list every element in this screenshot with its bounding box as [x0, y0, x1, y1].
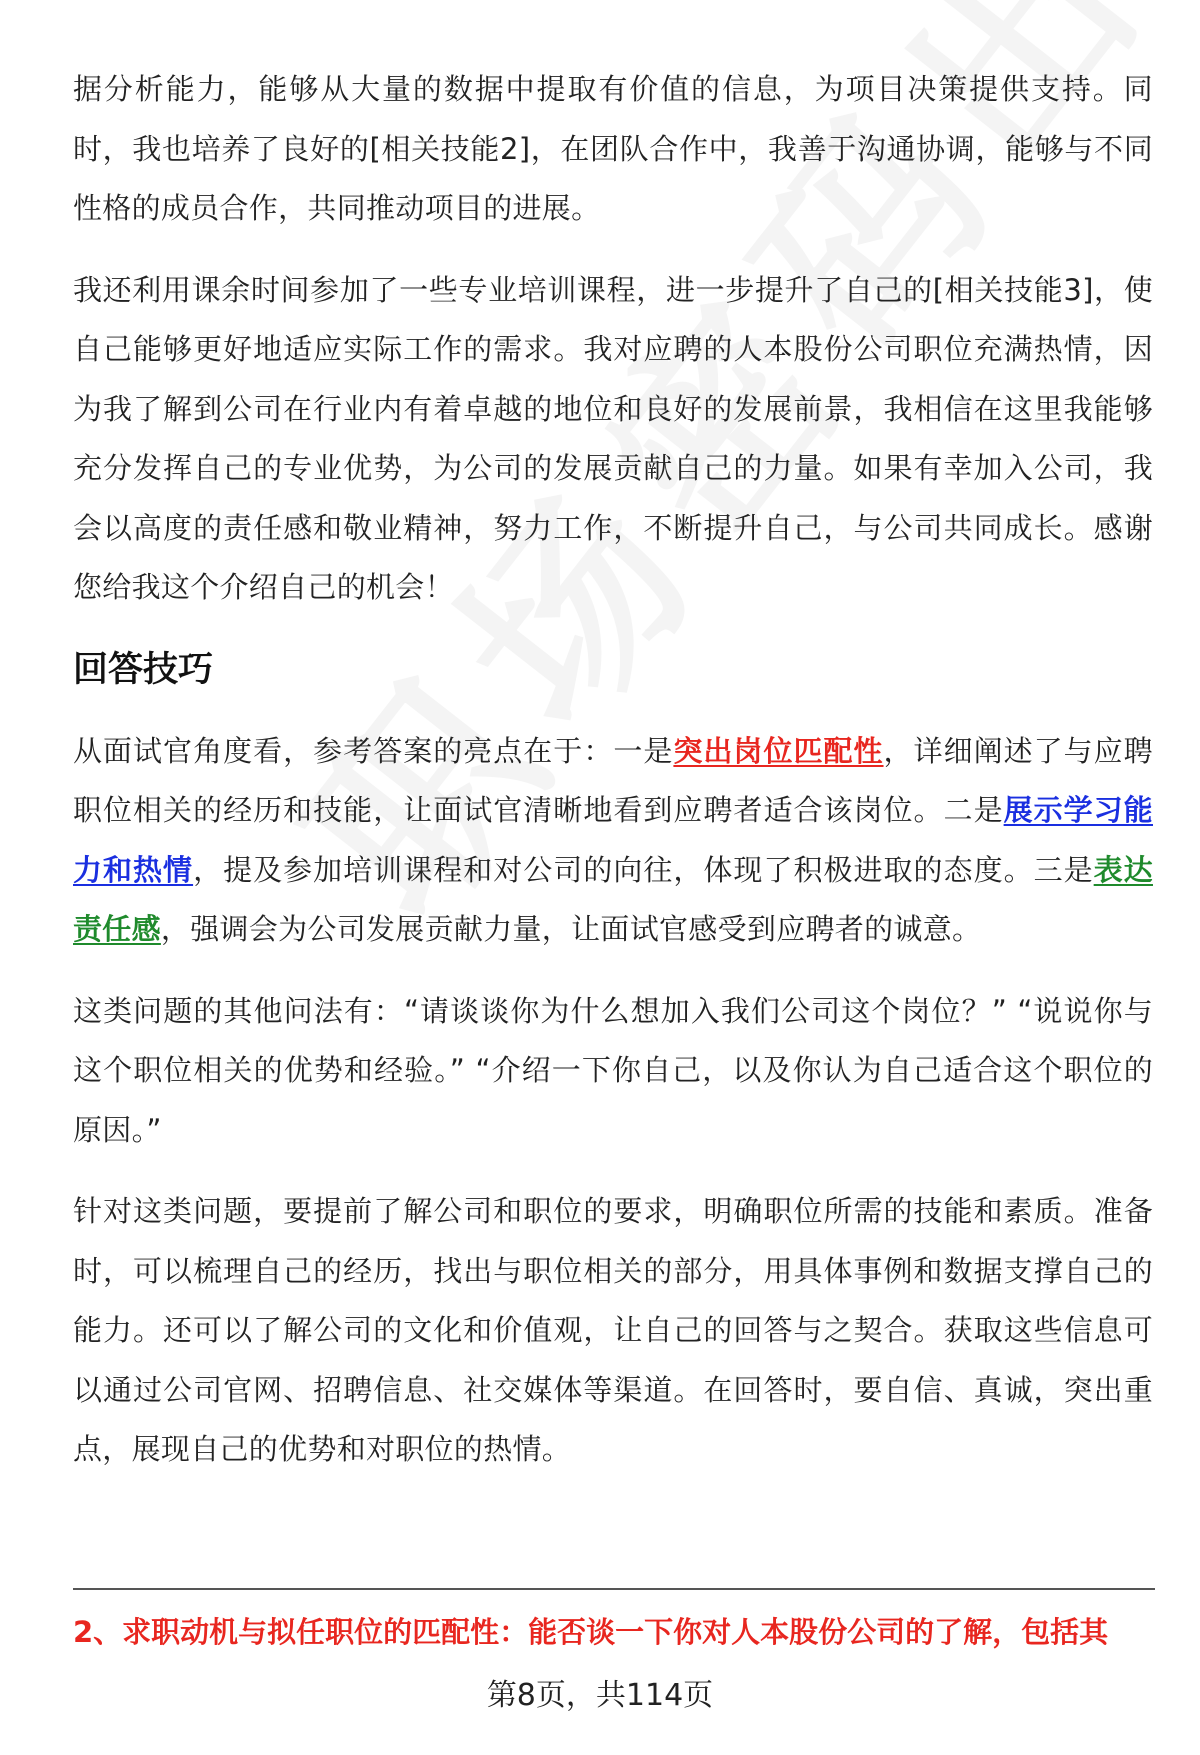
tips-text-c: ，提及参加培训课程和对公司的向往，体现了积极进取的态度。三是 [193, 852, 1094, 887]
section-divider [73, 1588, 1155, 1590]
tips-paragraph-alternatives: 这类问题的其他问法有：“请谈谈你为什么想加入我们公司这个岗位？” “说说你与这个职位相关的优势和经验。” “介绍一下你自己，以及你认为自己适合这个职位的原因。” [73, 993, 1153, 1147]
tips-paragraph-highlights [73, 722, 1153, 960]
tips-text-b: ，详细阐述了与应聘职位相关的经历和技能，让面试官清晰地看到应聘者适合该岗位。二是 [73, 733, 1153, 827]
highlight-responsibility: 表达责任感 [73, 852, 1153, 946]
tips-text-a: 从面试官角度看，参考答案的亮点在于：一是 [73, 733, 674, 768]
highlight-job-match: 突出岗位匹配性 [673, 733, 884, 768]
tips-paragraph-preparation: 针对这类问题，要提前了解公司和职位的要求，明确职位所需的技能和素质。准备时，可以梳理自己的经历，找出与职位相关的部分，用具体事例和数据支撑自己的能力。还可以了解公司的文化和价值观，让自己的回答与之契合。获取这些信息可以通过公司官网、招聘信息、社交媒体等渠道。在回答时，要自信、真诚，突出重点，展现自己的优势和对职位的热情。 [73, 1194, 1153, 1466]
section-heading: 回答技巧 [73, 649, 214, 690]
answer-paragraph-2: 我还利用课余时间参加了一些专业培训课程，进一步提升了自己的[相关技能3]，使自己能够更好地适应实际工作的需求。我对应聘的人本股份公司职位充满热情，因为我了解到公司在行业内有着卓越的地位和良好的发展前景，我相信在这里我能够充分发挥自己的专业优势，为公司的发展贡献自己的力量。如果有幸加入公司，我会以高度的责任感和敬业精神，努力工作，不断提升自己，与公司共同成长。感谢您给我这个介绍自己的机会！ [73, 272, 1153, 604]
next-question-heading: 2、求职动机与拟任职位的匹配性：能否谈一下你对人本股份公司的了解，包括其 [73, 1615, 1109, 1649]
tips-text-d: ，强调会为公司发展贡献力量，让面试官感受到应聘者的诚意。 [160, 912, 982, 946]
highlight-learning-ability: 展示学习能力和热情 [73, 793, 1153, 887]
page-number: 第8页，共114页 [486, 1678, 714, 1713]
answer-paragraph-1: 据分析能力，能够从大量的数据中提取有价值的信息，为项目决策提供支持。同时，我也培养了良好的[相关技能2]，在团队合作中，我善于沟通协调，能够与不同性格的成员合作，共同推动项目的进展。 [73, 72, 1153, 225]
document-body [73, 60, 1153, 1502]
